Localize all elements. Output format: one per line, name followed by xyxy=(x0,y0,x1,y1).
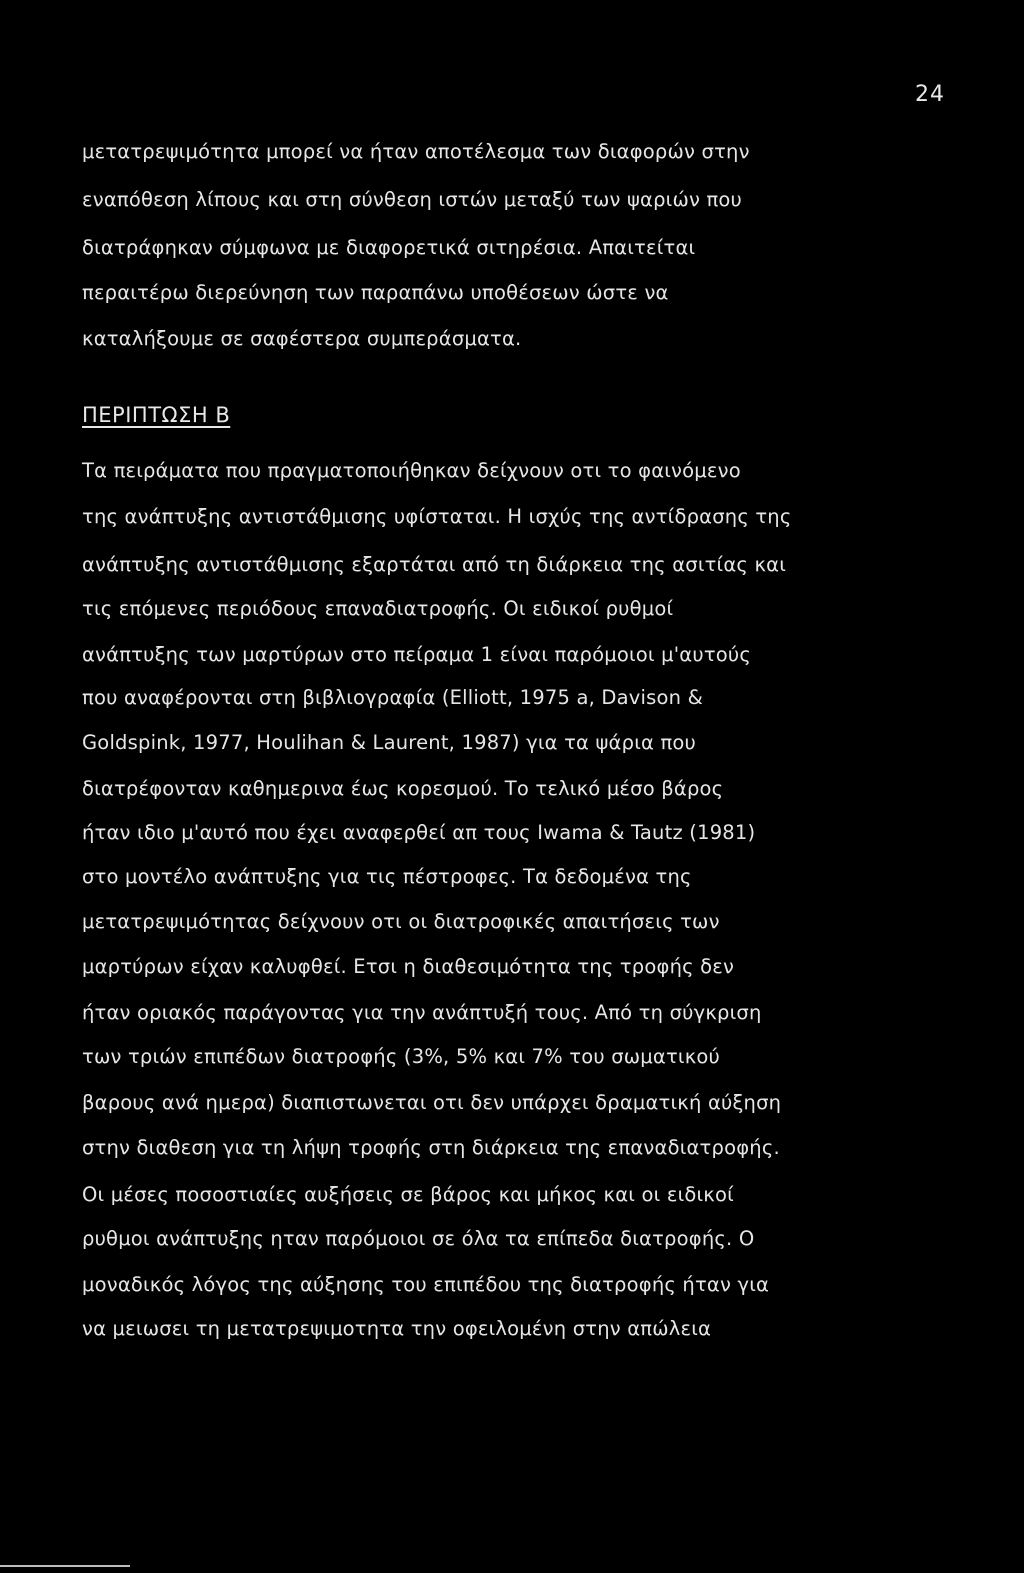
text-line: εναπόθεση λίπους και στη σύνθεση ιστών μεταξύ των ψαριών που xyxy=(82,188,743,211)
page-number: 24 xyxy=(915,82,945,107)
text-line: μοναδικός λόγος της αύξησης του επιπέδου της διατροφής ήταν για xyxy=(82,1273,770,1296)
text-line: ανάπτυξης αντιστάθμισης εξαρτάται από τη διάρκεια της ασιτίας και xyxy=(82,553,787,576)
text-line: Τα πειράματα που πραγματοποιήθηκαν δείχνουν οτι το φαινόμενο xyxy=(82,459,741,482)
text-line: διατράφηκαν σύμφωνα με διαφορετικά σιτηρέσια. Απαιτείται xyxy=(82,236,696,259)
text-line: ήταν ιδιο μ'αυτό που έχει αναφερθεί απ τους Iwama & Tautz (1981) xyxy=(82,821,756,844)
text-line: να μειωσει τη μετατρεψιμοτητα την οφειλομένη στην απώλεια xyxy=(82,1317,712,1340)
text-line: περαιτέρω διερεύνηση των παραπάνω υποθέσεων ώστε να xyxy=(82,281,669,304)
section-heading: ΠΕΡΙΠΤΩΣΗ Β xyxy=(82,403,231,427)
text-line: ήταν οριακός παράγοντας για την ανάπτυξή τους. Από τη σύγκριση xyxy=(82,1001,762,1024)
text-line: βαρους ανά ημερα) διαπιστωνεται οτι δεν υπάρχει δραματική αύξηση xyxy=(82,1091,782,1114)
text-line: Goldspink, 1977, Houlihan & Laurent, 1987) για τα ψάρια που xyxy=(82,731,696,754)
text-line: μετατρεψιμότητα μπορεί να ήταν αποτέλεσμα των διαφορών στην xyxy=(82,140,750,163)
text-line: ρυθμοι ανάπτυξης ηταν παρόμοιοι σε όλα τα επίπεδα διατροφής. Ο xyxy=(82,1227,755,1250)
text-line: ανάπτυξης των μαρτύρων στο πείραμα 1 είναι παρόμοιοι μ'αυτούς xyxy=(82,643,752,666)
text-line: που αναφέρονται στη βιβλιογραφία (Elliott, 1975 a, Davison & xyxy=(82,686,703,709)
text-line: της ανάπτυξης αντιστάθμισης υφίσταται. Η ισχύς της αντίδρασης της xyxy=(82,505,792,528)
text-line: μαρτύρων είχαν καλυφθεί. Ετσι η διαθεσιμότητα της τροφής δεν xyxy=(82,955,735,978)
text-line: καταλήξουμε σε σαφέστερα συμπεράσματα. xyxy=(82,327,522,350)
text-line: Οι μέσες ποσοστιαίες αυξήσεις σε βάρος και μήκος και οι ειδικοί xyxy=(82,1183,734,1206)
text-line: τις επόμενες περιόδους επαναδιατροφής. Οι ειδικοί ρυθμοί xyxy=(82,597,674,620)
bottom-edge-mark xyxy=(0,1565,130,1567)
text-line: μετατρεψιμότητας δείχνουν οτι οι διατροφικές απαιτήσεις των xyxy=(82,910,720,933)
text-line: στην διαθεση για τη λήψη τροφής στη διάρκεια της επαναδιατροφής. xyxy=(82,1136,780,1159)
text-line: διατρέφονταν καθημερινα έως κορεσμού. Το τελικό μέσο βάρος xyxy=(82,777,724,800)
text-line: στο μοντέλο ανάπτυξης για τις πέστροφες. Τα δεδομένα της xyxy=(82,865,692,888)
text-line: των τριών επιπέδων διατροφής (3%, 5% και 7% του σωματικού xyxy=(82,1045,720,1068)
